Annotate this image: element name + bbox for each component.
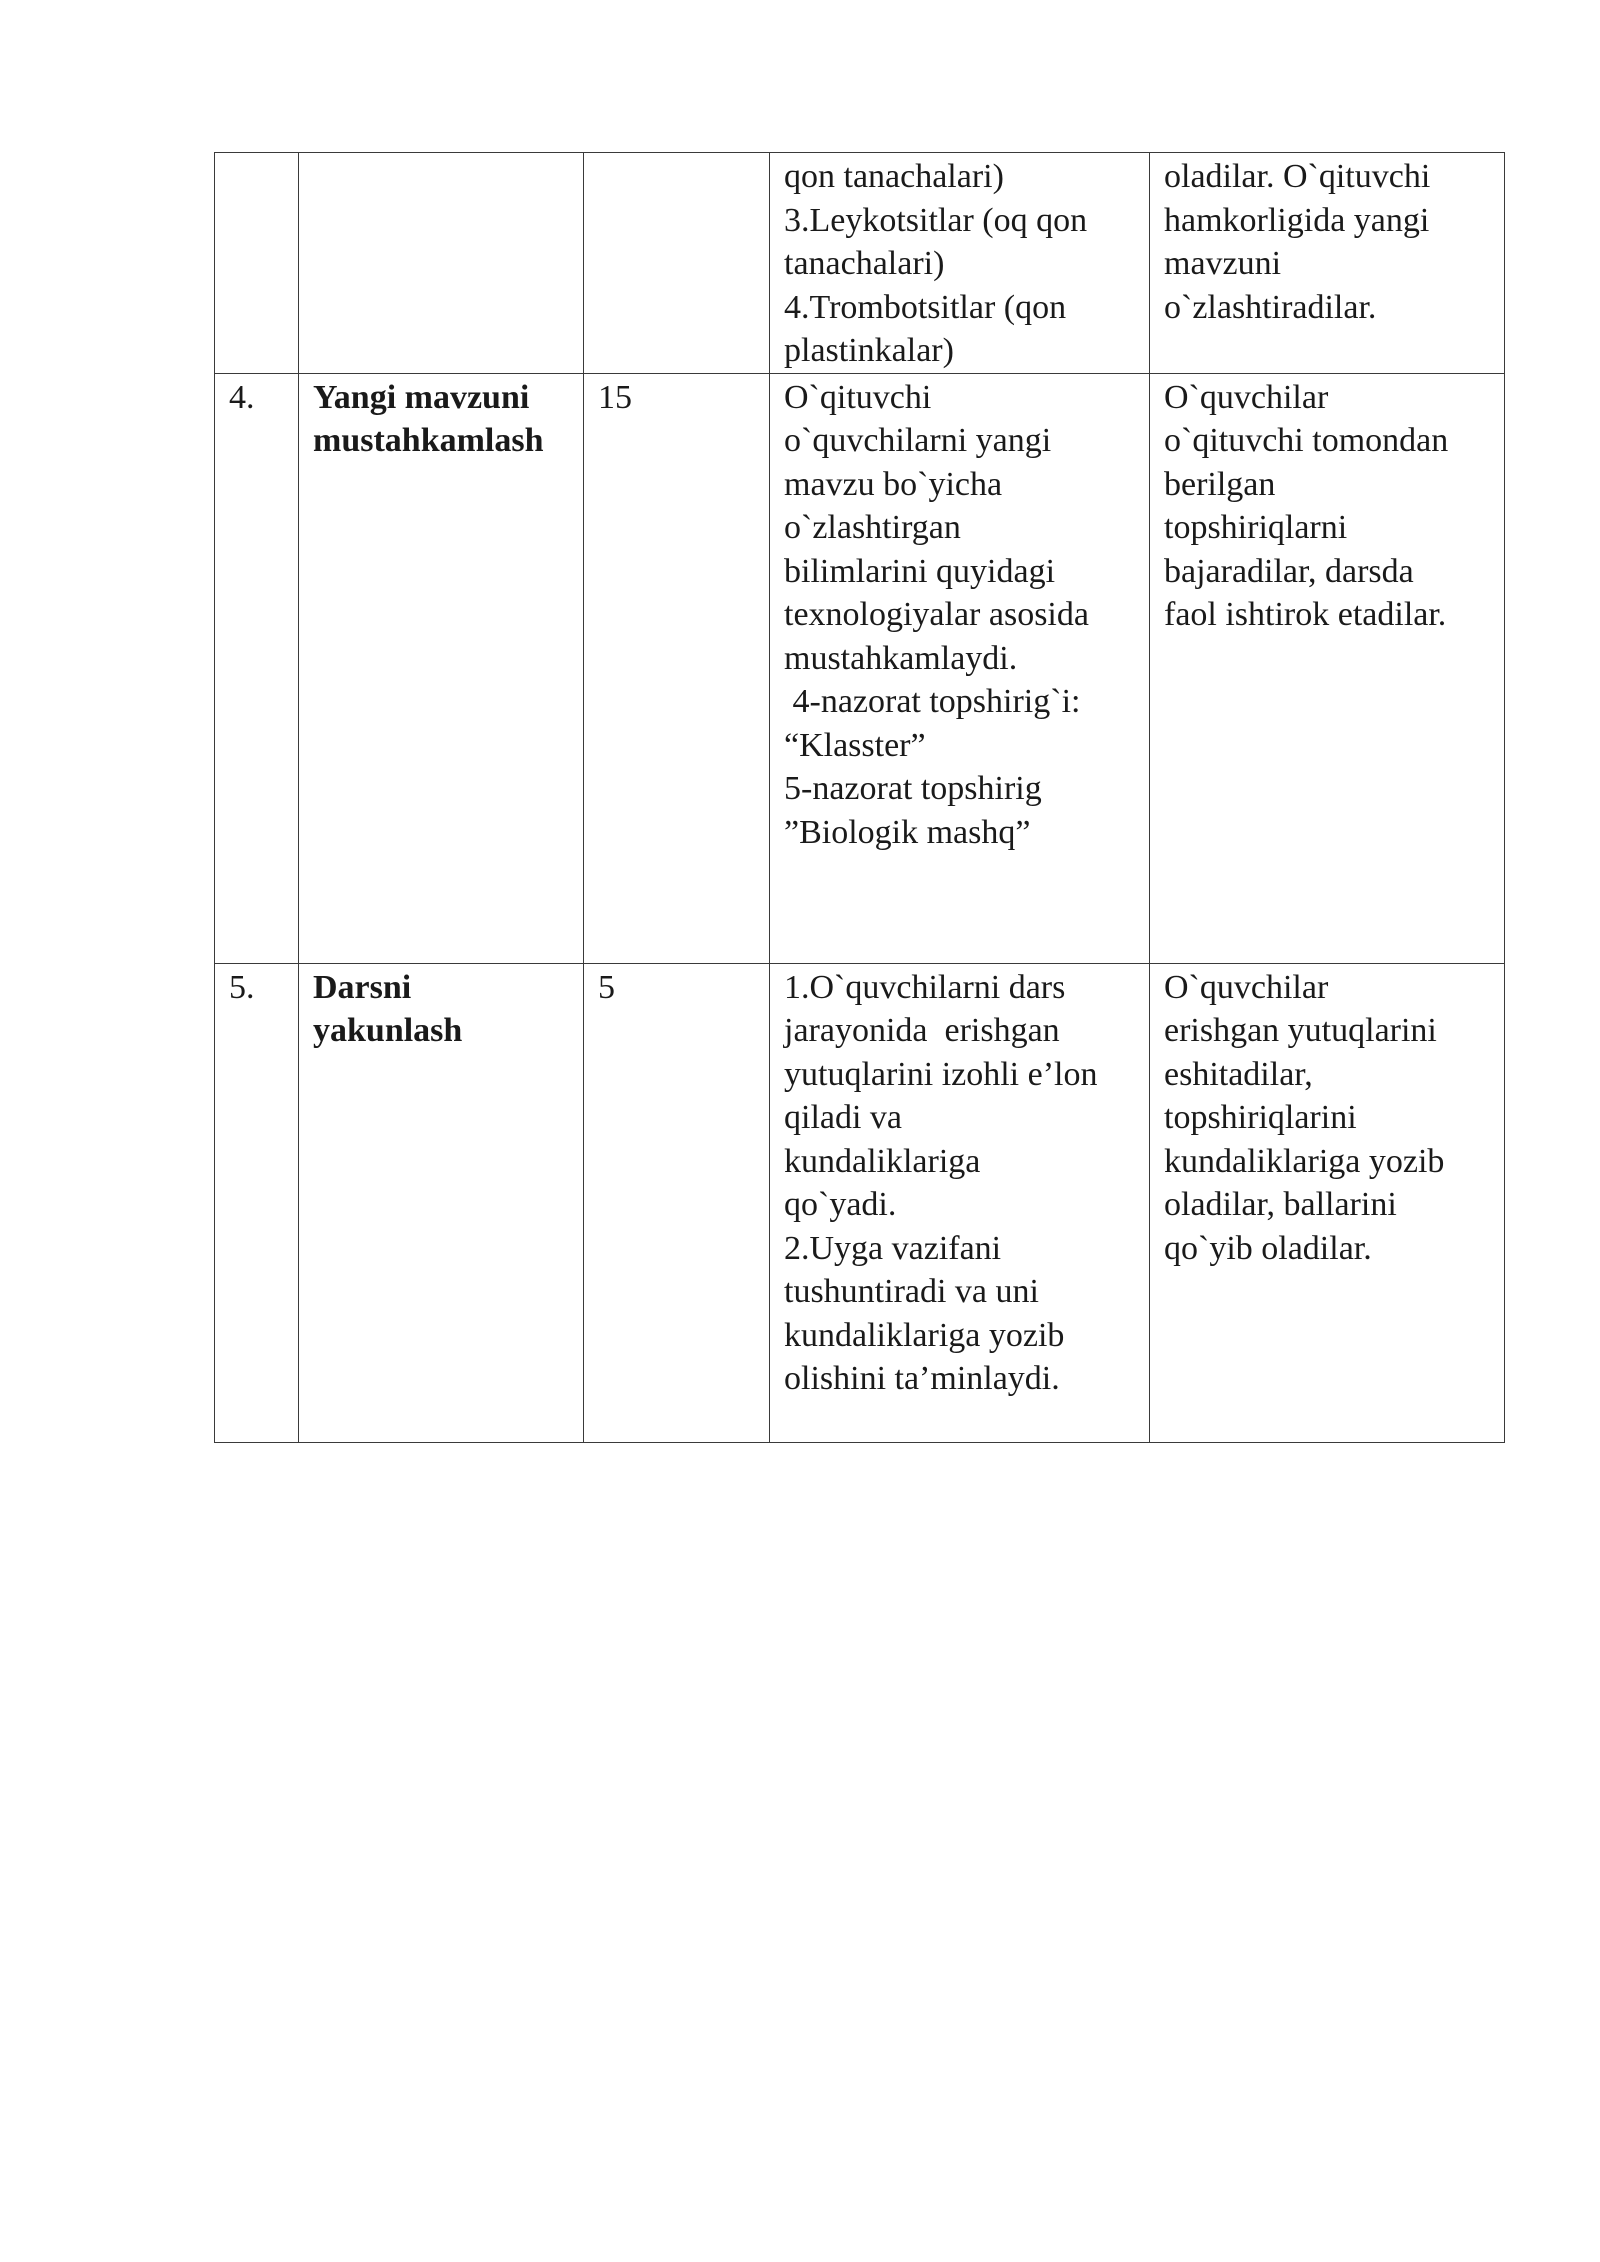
stage-number-cell: 4. [215,373,299,963]
stage-name-cell [299,153,584,374]
student-activity-line: kundaliklariga yozib [1164,1142,1445,1180]
teacher-activity-line: 2.Uyga vazifani [784,1229,1002,1267]
student-activity-cell [1150,373,1505,963]
stage-name-line: mustahkamlash [313,422,544,459]
student-activity-line: O`quvchilar [1164,968,1329,1006]
minutes-cell [584,153,770,374]
student-activity-line: o`qituvchi tomondan [1164,422,1449,459]
teacher-activity-line: o`quvchilarni yangi [784,422,1052,459]
stage-name-line: yakunlash [313,1012,463,1049]
teacher-activity-line: tushuntiradi va uni [784,1273,1039,1310]
teacher-activity-line: qon tanachalari) [784,158,1004,195]
teacher-activity-line: 1.O`quvchilarni dars [784,968,1066,1006]
stage-name-cell [299,963,584,1442]
student-activity-line: berilgan [1164,465,1276,503]
lesson-plan-table [214,152,1505,1443]
teacher-activity-line: yutuqlarini izohli e’lon [784,1055,1098,1093]
teacher-activity-line: kundaliklariga yozib [784,1316,1065,1354]
student-activity-line: faol ishtirok etadilar. [1164,596,1447,633]
stage-number-cell [215,153,299,374]
table-row [215,153,1505,374]
student-activity-line: o`zlashtiradilar. [1164,288,1377,326]
minutes-cell: 5 [584,963,770,1442]
teacher-activity-line: 5-nazorat topshirig [784,770,1042,807]
student-activity-line: oladilar, ballarini [1164,1186,1397,1223]
student-activity-line: O`quvchilar [1164,378,1329,416]
teacher-activity-line: “Klasster” [784,726,926,764]
teacher-activity-line: O`qituvchi [784,378,932,416]
teacher-activity-line: plastinkalar) [784,332,954,369]
student-activity-line: topshiriqlarini [1164,1099,1357,1136]
teacher-activity-line: qiladi va [784,1099,903,1136]
student-activity-line: hamkorligida yangi [1164,201,1430,239]
student-activity-line: eshitadilar, [1164,1055,1313,1093]
teacher-activity-cell [770,153,1150,374]
teacher-activity-line: jarayonida erishgan [784,1012,1060,1049]
minutes-cell: 15 [584,373,770,963]
teacher-activity-line: kundaliklariga [784,1142,981,1180]
teacher-activity-cell [770,373,1150,963]
teacher-activity-line: tanachalari) [784,245,945,282]
table-row [215,373,1505,963]
teacher-activity-line: 4.Trombotsitlar (qon [784,288,1067,326]
teacher-activity-line: bilimlarini quyidagi [784,552,1056,590]
teacher-activity-line: texnologiyalar asosida [784,596,1089,633]
stage-name-cell [299,373,584,963]
student-activity-cell [1150,963,1505,1442]
stage-name-line: Yangi mavzuni [313,378,530,416]
stage-name-line: Darsni [313,968,412,1006]
teacher-activity-line: 3.Leykotsitlar (oq qon [784,201,1088,239]
teacher-activity-line: ”Biologik mashq” [784,813,1031,851]
teacher-activity-line: 4-nazorat topshirig`i: [784,683,1081,720]
student-activity-cell [1150,153,1505,374]
student-activity-line: erishgan yutuqlarini [1164,1012,1437,1049]
student-activity-line: qo`yib oladilar. [1164,1229,1372,1267]
teacher-activity-line: qo`yadi. [784,1186,897,1223]
table-row [215,963,1505,1442]
teacher-activity-line: mustahkamlaydi. [784,639,1018,677]
student-activity-line: bajaradilar, darsda [1164,552,1414,590]
teacher-activity-line: o`zlashtirgan [784,509,961,546]
stage-number-cell: 5. [215,963,299,1442]
teacher-activity-line: mavzu bo`yicha [784,465,1003,503]
teacher-activity-cell [770,963,1150,1442]
teacher-activity-line: olishini ta’minlaydi. [784,1360,1060,1397]
student-activity-line: oladilar. O`qituvchi [1164,158,1431,195]
student-activity-line: topshiriqlarni [1164,509,1348,546]
student-activity-line: mavzuni [1164,245,1282,282]
